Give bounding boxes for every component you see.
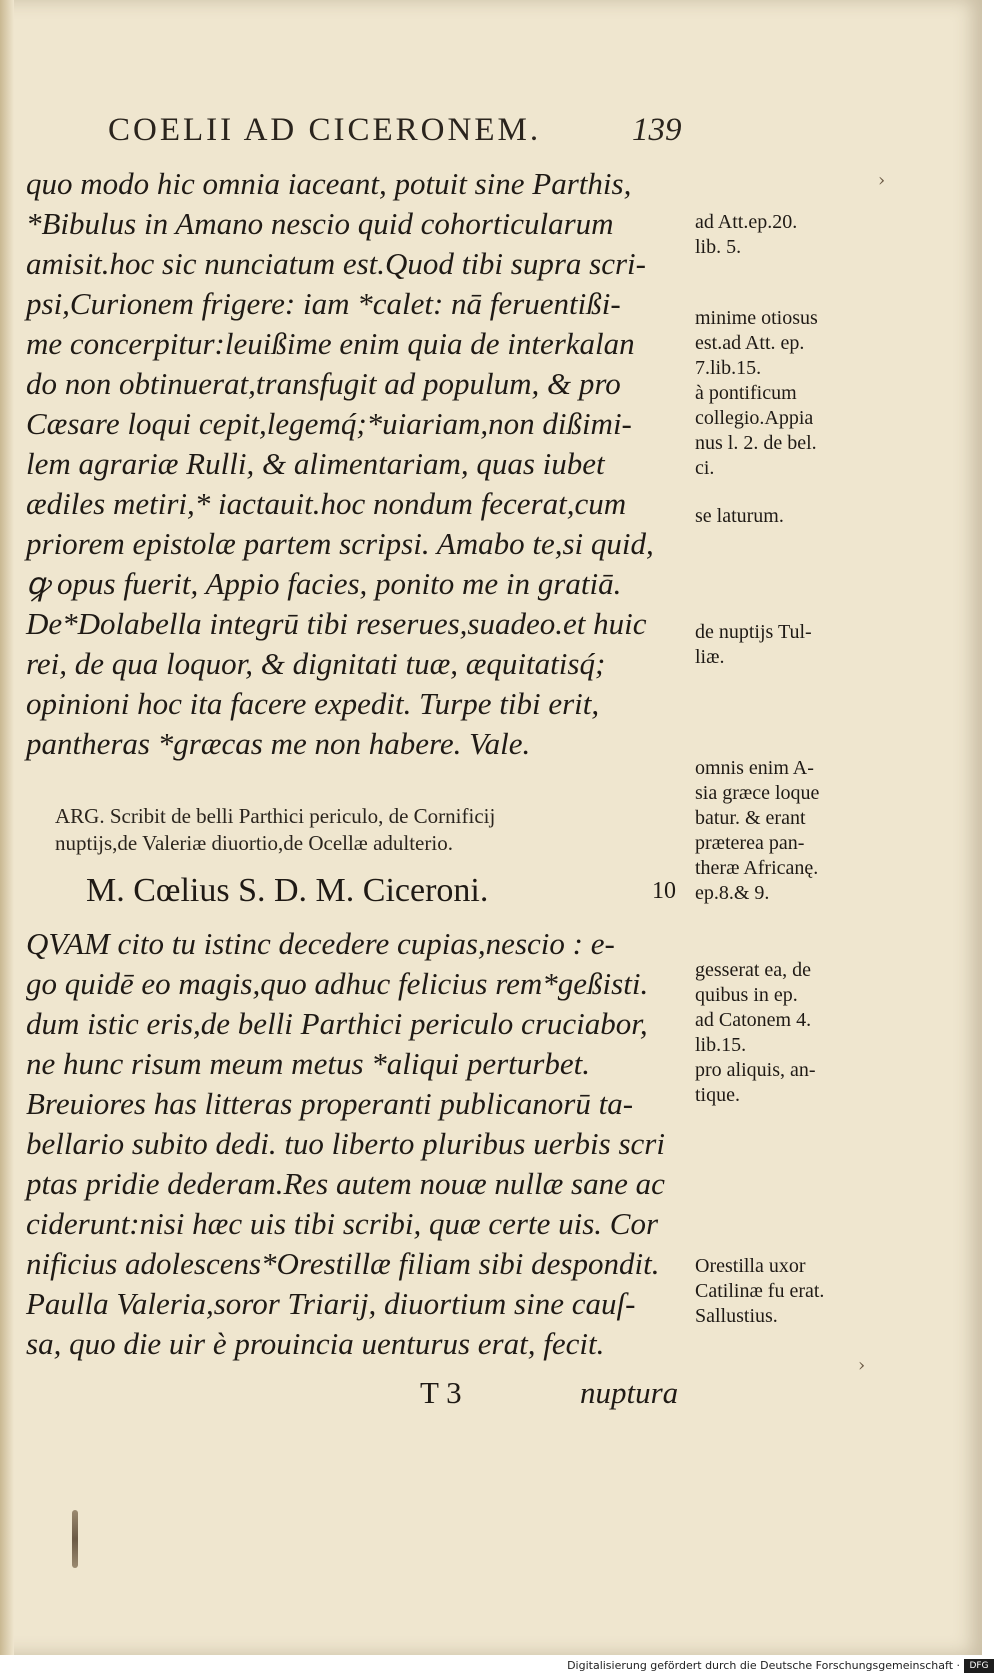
body-line: opinioni hoc ita facere expedit. Turpe tibi erit, [26,686,600,721]
letter-heading: M. Cœlius S. D. M. Ciceroni. [86,872,489,909]
marginal-note: omnis enim A- sia græce loque batur. & erant præterea pan- theræ Africanę. ep.8.& 9. [695,757,820,904]
letter-line: Breuiores has litteras properanti publicanorū ta- [26,1086,634,1121]
letter-line: ciderunt:nisi hæc uis tibi scribi, quæ certe uis. Cor [26,1206,659,1241]
page-mark-icon: › [858,1355,866,1376]
page-number: 139 [632,112,682,148]
body-line: do non obtinuerat,transfugit ad populum, & pro [26,366,621,401]
letter-line: Paulla Valeria,soror Triarij, diuortium sine cauſ- [26,1286,636,1321]
body-line: pantheras *græcas me non habere. Vale. [26,726,531,761]
page-mark-icon: › [878,170,886,191]
body-line: quo modo hic omnia iaceant, potuit sine Parthis, [26,166,632,201]
marginal-note: Orestilla uxor Catilinæ fu erat. Sallustius. [695,1255,825,1327]
letter-number: 10 [652,878,676,904]
letter-line: go quidē eo magis,quo adhuc felicius rem*geßisti. [26,966,649,1001]
marginal-note: ad Att.ep.20. lib. 5. [695,211,798,258]
dfg-logo: DFG [964,1659,994,1673]
letter-line: ptas pridie dederam.Res autem nouæ nullæ sane ac [26,1166,665,1201]
marginal-note: gesserat ea, de quibus in ep. ad Catonem 4. lib.15. pro aliquis, an- tique. [695,959,816,1106]
body-line: ꝙ opus fuerit, Appio facies, ponito me in gratiā. [26,566,622,601]
body-line: De*Dolabella integrū tibi reserues,suadeo.et huic [26,606,647,641]
digitization-credit: Digitalisierung gefördert durch die Deutsche Forschungsgemeinschaft · [567,1659,960,1672]
body-line: rei, de qua loquor, & dignitati tuæ, æquitatisq́; [26,646,606,681]
marginal-note: minime otiosus est.ad Att. ep. 7.lib.15. à pontificum collegio.Appia nus l. 2. de bel. ci. [695,307,818,479]
signature-mark: T 3 [420,1375,462,1410]
body-line: ædiles metiri,* iactauit.hoc nondum fecerat,cum [26,486,627,521]
marginal-note: de nuptijs Tul- liæ. [695,621,812,668]
page-spine-shadow [0,0,14,1655]
body-line: priorem epistolæ partem scripsi. Amabo te,si quid, [26,526,654,561]
letter-line: sa, quo die uir è prouincia uenturus erat, fecit. [26,1326,605,1361]
argument-line: nuptijs,de Valeriæ diuortio,de Ocellæ adulterio. [55,831,453,855]
ink-mark-icon [72,1510,78,1568]
running-title: COELII AD CICERONEM. [108,112,542,148]
letter-line: bellario subito dedi. tuo liberto pluribus uerbis scri [26,1126,665,1161]
letter-line: ne hunc risum meum metus *aliqui perturbet. [26,1046,590,1081]
catchword: nuptura [580,1375,679,1410]
body-line: lem agrariæ Rulli, & alimentariam, quas iubet [26,446,605,481]
marginal-note: se laturum. [695,505,784,527]
body-line: me concerpitur:leuißime enim quia de interkalan [26,326,635,361]
argument-line: ARG. Scribit de belli Parthici periculo, de Cornificij [55,804,496,828]
letter-line: nificius adolescens*Orestillæ filiam sibi despondit. [26,1246,660,1281]
body-line: amisit.hoc sic nunciatum est.Quod tibi supra scri- [26,246,646,281]
letter-line: dum istic eris,de belli Parthici periculo cruciabor, [26,1006,648,1041]
letter-line: QVAM cito tu istinc decedere cupias,nescio : e- [26,926,615,961]
body-line: *Bibulus in Amano nescio quid cohorticularum [26,206,614,241]
body-line: Cæsare loqui cepit,legemq́;*uiariam,non dißimi- [26,406,632,441]
body-line: psi,Curionem frigere: iam *calet: nā feruentißi- [26,286,621,321]
